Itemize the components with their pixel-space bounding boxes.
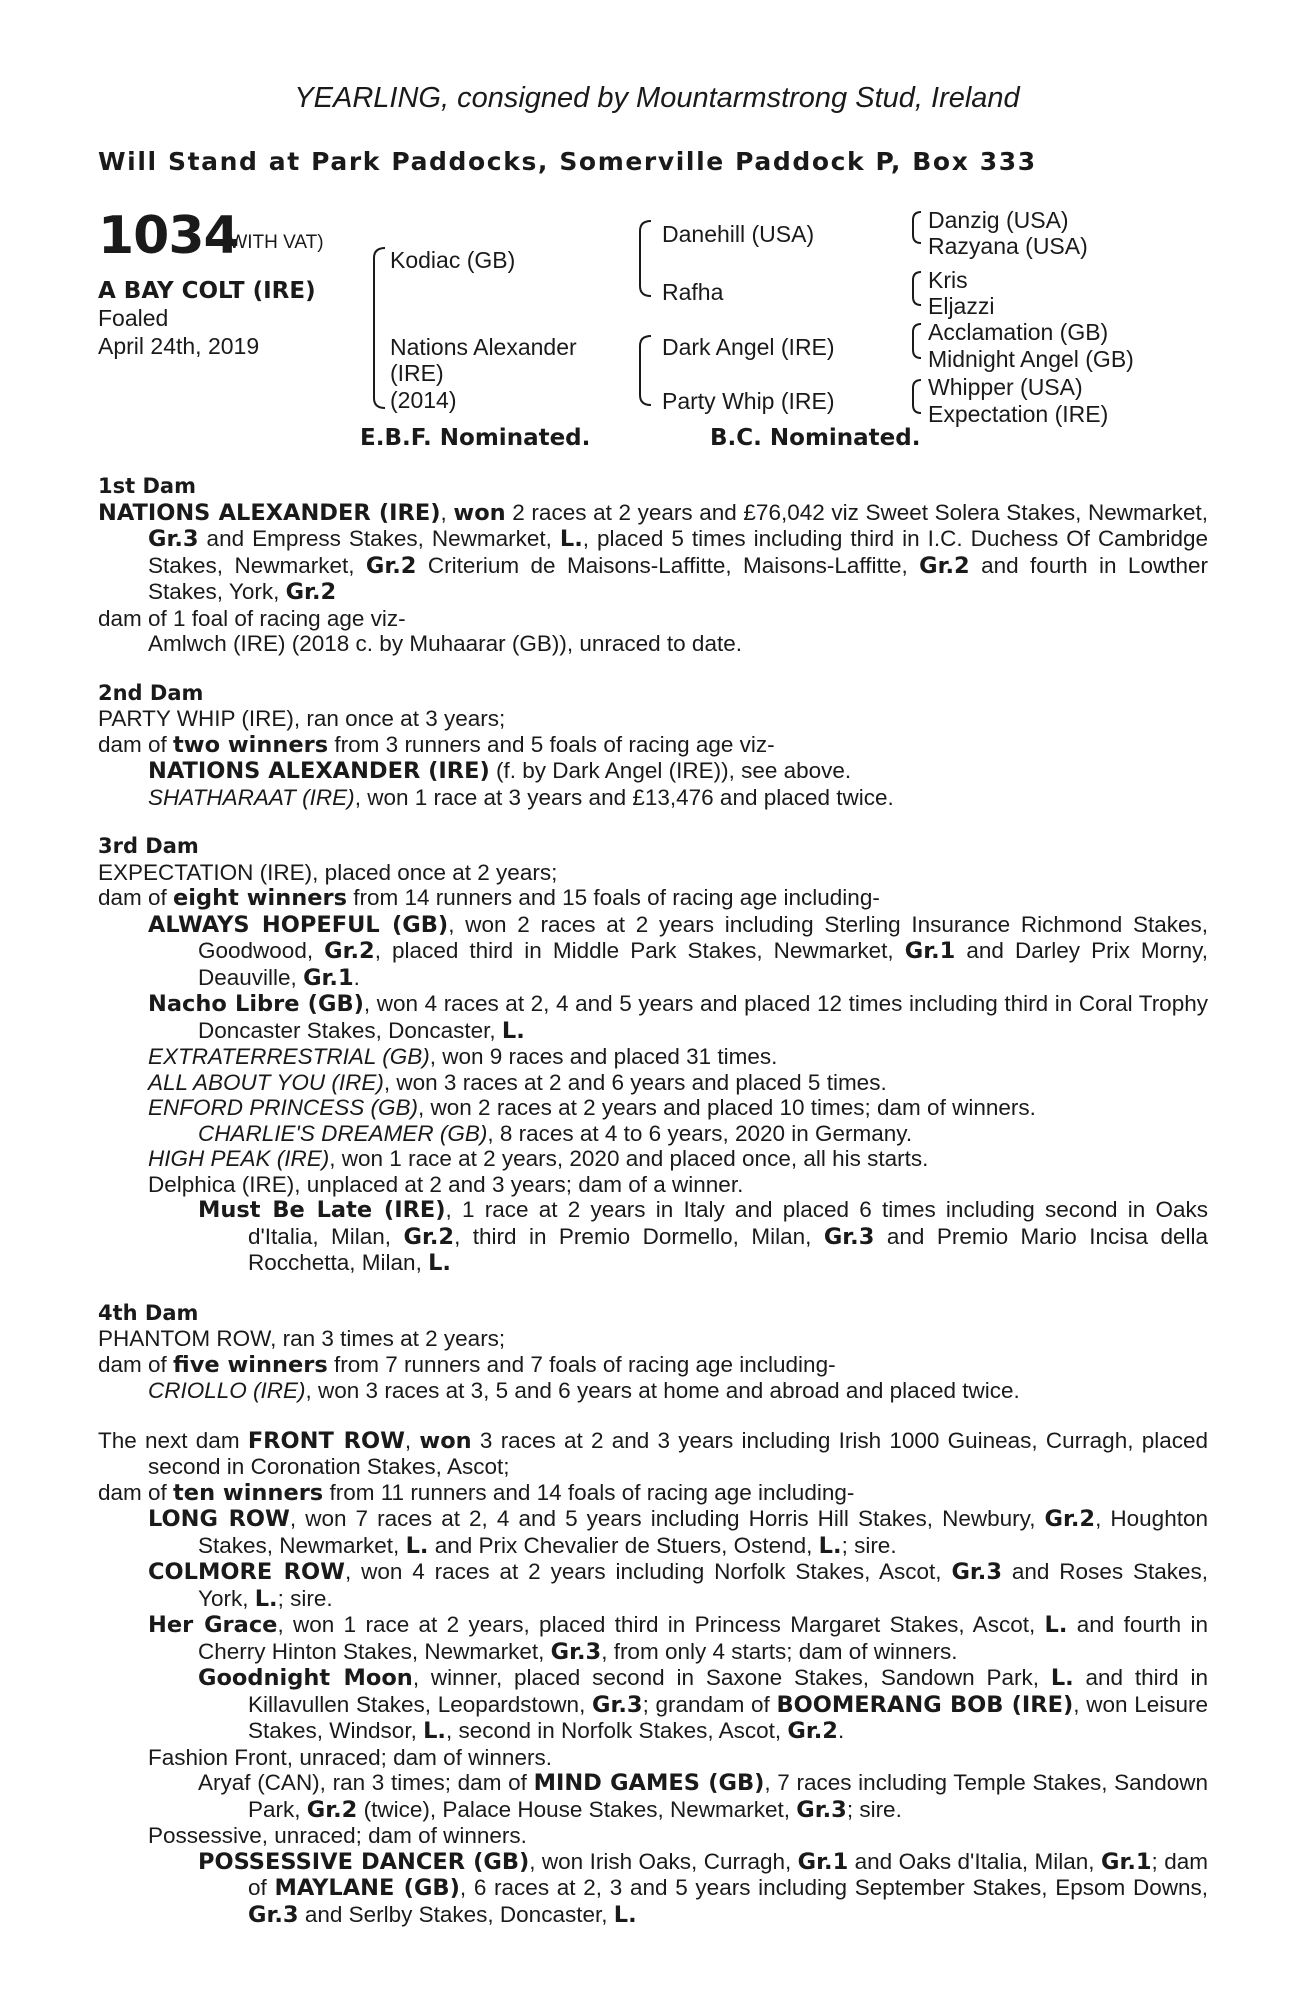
text-run: , won 2 races at 2 years and placed 10 times; dam of winners. (418, 1095, 1036, 1120)
text-run: ; sire. (846, 1796, 902, 1822)
text-run: Aryaf (CAN), ran 3 times; dam of (198, 1770, 534, 1795)
text-run: Criterium de Maisons-Laffitte, Maisons-Laffitte, (416, 552, 920, 578)
text-run: (f. by Dark Angel (IRE)), see above. (489, 758, 852, 783)
family-entry (98, 1326, 1208, 1352)
family-entry (148, 1559, 1208, 1612)
text-run: BOOMERANG BOB (IRE) (776, 1691, 1074, 1718)
text-run: Amlwch (IRE) (2018 c. by Muhaarar (GB)), unraced to date. (148, 631, 742, 656)
family-entry (148, 1070, 1208, 1096)
text-run: POSSESSIVE DANCER (GB) (198, 1848, 530, 1875)
family-entry (98, 706, 1208, 732)
text-run: Goodnight Moon (198, 1665, 413, 1691)
dam-dam: Party Whip (IRE) (662, 388, 835, 414)
horse-name: A BAY COLT (IRE) (98, 278, 316, 304)
bracket-sire (640, 221, 651, 296)
text-run: Gr.1 (303, 964, 354, 991)
text-run: Gr.2 (1044, 1506, 1096, 1532)
text-run: Gr.1 (797, 1848, 849, 1875)
stand-location: Will Stand at Park Paddocks, Somerville Paddock P, Box 333 (98, 147, 1037, 176)
text-run: Gr.3 (148, 526, 199, 552)
text-run: L. (559, 526, 583, 552)
family-history (98, 474, 1208, 1928)
text-run: Gr.2 (403, 1223, 455, 1250)
dam-sire: Dark Angel (IRE) (662, 334, 835, 360)
text-run: , won 1 race at 2 years, placed third in Princess Margaret Stakes, Ascot, (277, 1612, 1045, 1637)
family-entry (148, 631, 1208, 657)
text-run: , Houghton Stakes, Newmarket, (198, 1506, 1208, 1558)
text-run: The next dam (98, 1427, 248, 1453)
text-run: , (404, 1427, 420, 1453)
family-entry (148, 1044, 1208, 1070)
dam-section-title: 4th Dam (98, 1300, 199, 1325)
sire-sire: Danehill (USA) (662, 221, 815, 247)
family-entry (198, 1665, 1208, 1745)
foaled-date: April 24th, 2019 (98, 333, 260, 359)
lot-number: 1034 (98, 206, 239, 266)
text-run: , won 4 races at 2, 4 and 5 years and placed 12 times including third in Coral Trophy Doncaster Stakes, Doncaster, (198, 991, 1208, 1043)
bracket-party-whip (913, 380, 921, 413)
text-run: Gr.2 (324, 938, 375, 964)
family-entry (148, 1172, 1208, 1198)
consignment-line: YEARLING, consigned by Mountarmstrong Stud, Ireland (294, 82, 1020, 114)
text-run: and Premio Mario Incisa della Rocchetta, Milan, (248, 1223, 1208, 1275)
family-entry (98, 500, 1208, 606)
text-run: Gr.2 (365, 552, 417, 579)
family-entry (98, 1352, 1208, 1379)
dam-section-title: 3rd Dam (98, 834, 199, 858)
text-run: , third in Premio Dormello, Milan, (454, 1223, 824, 1249)
text-run: Must Be Late (IRE) (198, 1197, 446, 1223)
text-run: from 14 runners and 15 foals of racing age including- (347, 885, 880, 910)
text-run: won (419, 1427, 472, 1454)
family-entry (148, 785, 1208, 811)
dam-name-line1: Nations Alexander (390, 334, 577, 360)
text-run: , (440, 499, 454, 525)
ancestor-razyana: Razyana (USA) (928, 233, 1088, 259)
family-entry (198, 1121, 1208, 1147)
text-run: , 6 races at 2, 3 and 5 years including September Stakes, Epsom Downs, (459, 1875, 1208, 1900)
text-run: dam of (98, 1479, 174, 1505)
text-run: Gr.3 (823, 1223, 875, 1250)
text-run: L. (405, 1532, 429, 1559)
sire-name: Kodiac (GB) (390, 247, 516, 273)
ancestor-acclamation: Acclamation (GB) (928, 319, 1109, 345)
text-run: and fourth in Lowther Stakes, York, (148, 552, 1208, 604)
family-entry (148, 1378, 1208, 1404)
text-run: dam of (98, 885, 174, 910)
text-run: and Empress Stakes, Newmarket, (198, 526, 560, 551)
bc-nomination: B.C. Nominated. (710, 425, 921, 451)
family-entry (98, 885, 1208, 912)
family-entry (148, 1095, 1208, 1121)
text-run: Gr.1 (904, 938, 956, 964)
text-run: dam of (98, 731, 174, 757)
text-run: PARTY WHIP (IRE), ran once at 3 years; (98, 706, 506, 731)
text-run: , won 9 races and placed 31 times. (429, 1044, 778, 1069)
text-run: , won 3 races at 3, 5 and 6 years at home and abroad and placed twice. (305, 1378, 1020, 1403)
text-run: , won 7 races at 2, 4 and 5 years including Horris Hill Stakes, Newbury, (289, 1506, 1045, 1531)
text-run: eight winners (173, 885, 348, 911)
text-run: . (353, 964, 360, 990)
dam-section (98, 1301, 1208, 1404)
text-run: HIGH PEAK (IRE) (148, 1146, 330, 1171)
text-run: and Prix Chevalier de Stuers, Ostend, (428, 1532, 819, 1558)
text-run: L. (423, 1718, 446, 1744)
dam-section (98, 1428, 1208, 1929)
text-run: Gr.2 (306, 1796, 358, 1823)
text-run: L. (1044, 1612, 1068, 1638)
text-run: Gr.1 (1100, 1848, 1152, 1875)
text-run: , from only 4 starts; dam of winners. (601, 1638, 958, 1664)
ancestor-midnight-angel: Midnight Angel (GB) (928, 346, 1134, 372)
dam-section-title: 2nd Dam (98, 680, 204, 705)
dam-section-title: 1st Dam (98, 474, 196, 498)
text-run: won (453, 499, 506, 526)
text-run: PHANTOM ROW, ran 3 times at 2 years; (98, 1326, 506, 1351)
text-run: 2 races at 2 years and £76,042 viz Sweet Solera Stakes, Newmarket, (505, 499, 1208, 525)
text-run: Delphica (IRE), unplaced at 2 and 3 years; dam of a winner. (148, 1171, 744, 1197)
text-run: , won 4 races at 2 years including Norfolk Stakes, Ascot, (344, 1559, 952, 1584)
text-run: L. (818, 1532, 842, 1559)
text-run: ALWAYS HOPEFUL (GB) (148, 911, 449, 938)
ancestor-whipper: Whipper (USA) (928, 374, 1083, 400)
family-entry (148, 912, 1208, 992)
text-run: NATIONS ALEXANDER (IRE) (98, 499, 441, 526)
family-entry (148, 1506, 1208, 1559)
text-run: , won 1 race at 3 years and £13,476 and placed twice. (354, 784, 894, 810)
text-run: L. (501, 1017, 525, 1044)
text-run: MIND GAMES (GB) (533, 1770, 765, 1796)
text-run: Gr.3 (796, 1796, 847, 1823)
text-run: . (837, 1718, 845, 1743)
text-run: , 1 race at 2 years in Italy and placed 6 times including second in Oaks d'Italia, Milan, (248, 1197, 1208, 1249)
text-run: two winners (173, 731, 329, 758)
pedigree-brackets (0, 0, 1314, 460)
family-entry (148, 991, 1208, 1044)
ancestor-kris: Kris (928, 267, 968, 293)
text-run: Gr.2 (285, 579, 337, 605)
bracket-dark-angel (913, 324, 921, 358)
family-entry (198, 1849, 1208, 1929)
text-run: and third in Killavullen Stakes, Leopardstown, (248, 1665, 1208, 1717)
text-run: (twice), Palace House Stakes, Newmarket, (357, 1796, 797, 1822)
text-run: LONG ROW (148, 1506, 290, 1532)
family-entry (98, 860, 1208, 886)
text-run: CHARLIE'S DREAMER (GB) (198, 1120, 488, 1146)
text-run: ; dam of (248, 1848, 1208, 1900)
dam-name-line2: (IRE) (390, 360, 444, 386)
text-run: Nacho Libre (GB) (148, 991, 364, 1017)
foaled-label: Foaled (98, 305, 169, 331)
family-entry (198, 1770, 1208, 1823)
ebf-nomination: E.B.F. Nominated. (360, 425, 591, 451)
text-run: from 11 runners and 14 foals of racing age including- (323, 1479, 855, 1505)
text-run: Fashion Front, unraced; dam of winners. (148, 1744, 552, 1770)
text-run: , second in Norfolk Stakes, Ascot, (445, 1718, 788, 1743)
text-run: , winner, placed second in Saxone Stakes, Sandown Park, (412, 1665, 1051, 1690)
text-run: CRIOLLO (IRE) (148, 1378, 306, 1403)
text-run: L. (254, 1585, 278, 1612)
text-run: Her Grace (148, 1612, 278, 1638)
text-run: and Darley Prix Morny, Deauville, (198, 938, 1209, 990)
text-run: EXTRATERRESTRIAL (GB) (148, 1044, 430, 1069)
dam-foaling-year: (2014) (390, 387, 457, 413)
text-run: dam of (98, 1351, 174, 1377)
text-run: Gr.2 (787, 1718, 838, 1744)
text-run: and fourth in Cherry Hinton Stakes, Newmarket, (198, 1612, 1208, 1664)
family-entry (148, 1745, 1208, 1771)
family-entry (98, 1480, 1208, 1507)
text-run: and Roses Stakes, York, (198, 1559, 1209, 1611)
text-run: Gr.2 (919, 552, 970, 579)
family-entry (148, 1612, 1208, 1665)
family-entry (98, 1428, 1208, 1480)
text-run: from 3 runners and 5 foals of racing age viz- (328, 731, 775, 757)
bracket-sire-dam (374, 248, 385, 408)
ancestor-eljazzi: Eljazzi (928, 293, 995, 319)
text-run: , won 1 race at 2 years, 2020 and placed once, all his starts. (329, 1146, 929, 1171)
family-entry (198, 1197, 1208, 1277)
text-run: ; grandam of (642, 1691, 777, 1717)
bracket-danehill (913, 212, 921, 243)
text-run: FRONT ROW (247, 1427, 405, 1454)
text-run: Gr.3 (951, 1559, 1002, 1585)
vat-note: (WITH VAT) (223, 232, 324, 253)
text-run: NATIONS ALEXANDER (IRE) (148, 758, 490, 784)
text-run: and Serlby Stakes, Doncaster, (298, 1901, 614, 1927)
text-run: L. (613, 1901, 637, 1928)
text-run: COLMORE ROW (148, 1559, 345, 1585)
text-run: , 7 races including Temple Stakes, Sandown Park, (248, 1770, 1209, 1822)
family-entry (148, 1823, 1208, 1849)
text-run: L. (1050, 1665, 1074, 1691)
text-run: five winners (173, 1351, 328, 1378)
text-run: , won Leisure Stakes, Windsor, (248, 1691, 1208, 1743)
text-run: MAYLANE (GB) (274, 1875, 460, 1901)
sire-dam: Rafha (662, 279, 724, 305)
text-run: L. (428, 1250, 451, 1276)
text-run: from 7 runners and 7 foals of racing age including- (327, 1351, 836, 1377)
dam-section (98, 681, 1208, 811)
text-run: , won 3 races at 2 and 6 years and placed 5 times. (383, 1069, 887, 1095)
text-run: , placed third in Middle Park Stakes, Newmarket, (374, 938, 905, 963)
text-run: ten winners (173, 1479, 324, 1506)
text-run: , won Irish Oaks, Curragh, (529, 1848, 798, 1874)
ancestor-expectation: Expectation (IRE) (928, 401, 1109, 427)
text-run: EXPECTATION (IRE), placed once at 2 years; (98, 859, 558, 885)
family-entry (98, 606, 1208, 632)
ancestor-danzig: Danzig (USA) (928, 207, 1069, 233)
family-entry (148, 1146, 1208, 1172)
text-run: 3 races at 2 and 3 years including Irish 1000 Guineas, Curragh, placed second in Coronation Stakes, Ascot; (148, 1427, 1209, 1479)
text-run: dam of 1 foal of racing age viz- (98, 605, 406, 631)
text-run: ENFORD PRINCESS (GB) (148, 1095, 419, 1120)
text-run: Possessive, unraced; dam of winners. (148, 1823, 527, 1848)
text-run: Gr.3 (248, 1901, 299, 1928)
text-run: , placed 5 times including third in I.C. Duchess Of Cambridge Stakes, Newmarket, (148, 526, 1208, 578)
bracket-rafha (913, 272, 921, 305)
family-entry (148, 758, 1208, 785)
text-run: ; sire. (277, 1585, 333, 1611)
text-run: , 8 races at 4 to 6 years, 2020 in Germany. (487, 1120, 913, 1146)
text-run: ; sire. (841, 1532, 897, 1558)
text-run: Gr.3 (550, 1638, 602, 1665)
dam-section (98, 474, 1208, 657)
family-entry (98, 732, 1208, 759)
text-run: ALL ABOUT YOU (IRE) (148, 1069, 384, 1095)
text-run: and Oaks d'Italia, Milan, (848, 1848, 1101, 1874)
text-run: SHATHARAAT (IRE) (148, 784, 355, 810)
text-run: , won 2 races at 2 years including Sterling Insurance Richmond Stakes, Goodwood, (198, 911, 1208, 963)
bracket-dam (640, 336, 651, 405)
text-run: Gr.3 (592, 1691, 643, 1718)
dam-section (98, 834, 1208, 1277)
